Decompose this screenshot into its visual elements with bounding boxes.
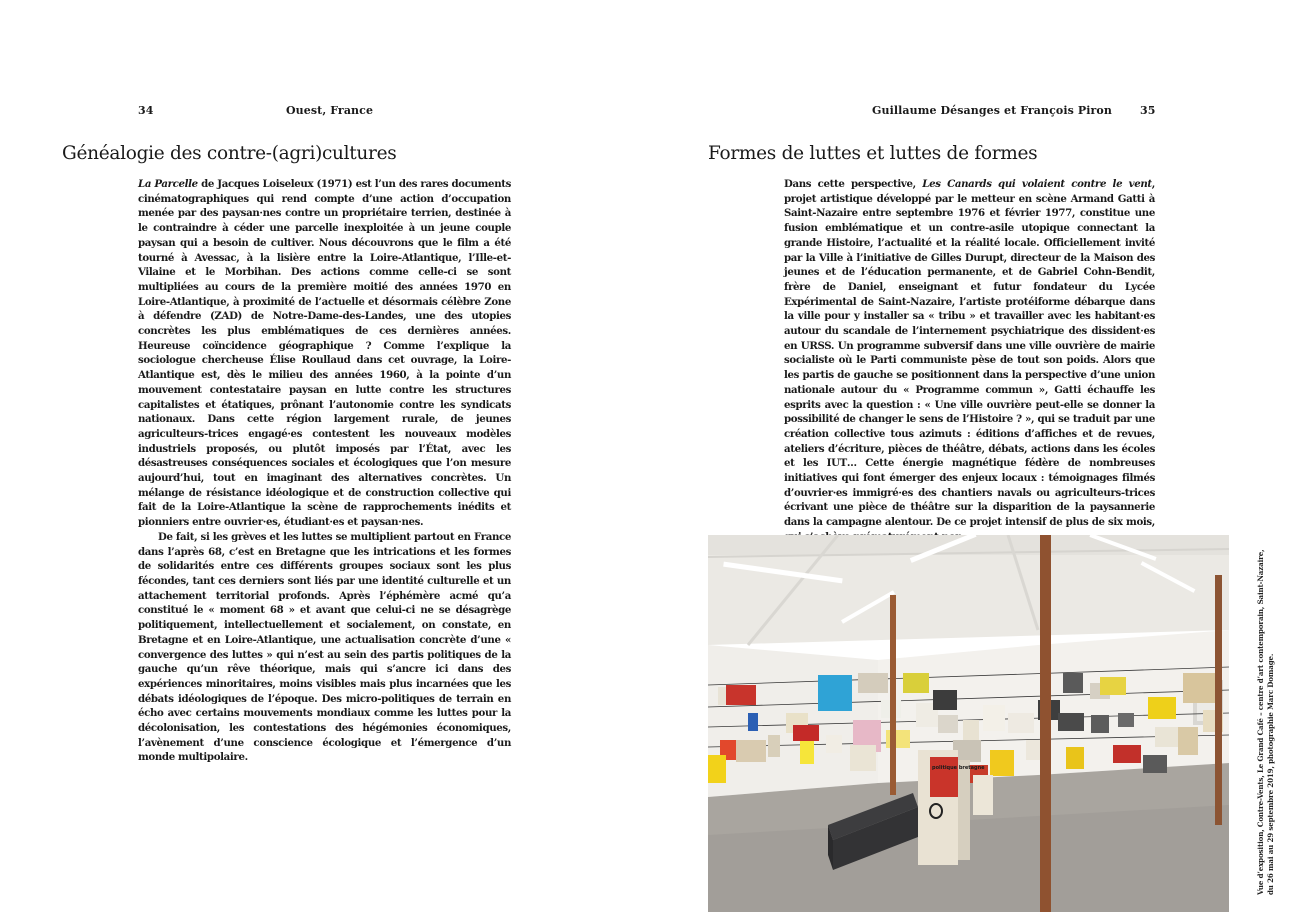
left-page-number: 34: [138, 104, 154, 117]
right-running-head: Guillaume Désanges et François Piron: [872, 104, 1112, 117]
exhibition-photo: [708, 535, 1229, 912]
photo-caption-text: Vue d’exposition, Contre-Vents, Le Grand Café – centre d’art contemporain, Saint-Nazaire, du 26 mai au 29 septembre 2019, photographie Marc Domage.: [1256, 549, 1275, 895]
right-section-title: Formes de luttes et luttes de formes: [708, 143, 1038, 164]
photo-caption: [1256, 540, 1275, 895]
left-paragraph-2-text: De fait, si les grèves et les luttes se multiplient partout en France dans l’après 68, c’est en Bretagne que les intrications et les formes de solidarités entre ces différents groupes sociaux sont les plus fécondes, tant ces derniers sont liés par une identité culturelle et un attachement territorial profonds. Après l’éphémère acmé qu’a constitué le « moment 68 » et avant que celui-ci ne se désagrège politiquement, intellectuellement et socialement, on constate, en Bretagne et en Loire-Atlantique, une actualisation concrète d’une « convergence des luttes » qui n’est au sein des partis politiques de la gauche qu’un rêve théorique, mais qui s’ancre ici dans des expériences minoritaires, moins visibles mais plus incarnées que les débats idéologiques de l’époque. Des micro-politiques de terrain en écho avec certains mouvements mondiaux comme les luttes pour la décolonisation, les contestations des hégémonies économiques, l’avènement d’une conscience écologique et l’émergence d’un monde multipolaire.: [138, 530, 511, 764]
left-paragraph-1-text: de Jacques Loiseleux (1971) est l’un des rares documents cinématographiques qui rend compte d’une action d’occupation menée par des paysan·nes contre un propriétaire terrien, destinée à le contraindre à céder une parcelle inexploitée à un jeune couple paysan qui a besoin de cultiver. Nous découvrons que le film a été tourné à Avessac, à la lisière entre la Loire-Atlantique, l’Ille-et-Vilaine et le Morbihan. Des actions comme celle-ci se sont multipliées au cours de la première moitié des années 1970 en Loire-Atlantique, à proximité de l’actuelle et désormais célèbre Zone à défendre (ZAD) de Notre-Dame-des-Landes, une des utopies concrètes les plus emblématiques de ces dernières années. Heureuse coïncidence géographique ? Comme l’explique la sociologue chercheuse Élise Roullaud dans cet ouvrage, la Loire-Atlantique est, dès le milieu des années 1960, à la pointe d’un mouvement contestataire paysan en lutte contre les structures capitalistes et étatiques, prônant l’autonomie contre les syndicats nationaux. Dans cette région largement rurale, de jeunes agriculteurs-trices engagé·es contestent les nouveaux modèles industriels proposés, ou plutôt imposés par l’État, avec les désastreuses conséquences sociales et écologiques que l’on mesure aujourd’hui, tout en imaginant des alternatives concrètes. Un mélange de résistance idéologique et de construction collective qui fait de la Loire-Atlantique la scène de rapprochements inédits et pionniers entre ouvrier·es, étudiant·es et paysan·nes.: [138, 178, 511, 529]
project-title: Les Canards qui volaient contre le vent: [922, 178, 1152, 190]
left-body-text: [138, 177, 511, 765]
right-body-text: [784, 177, 1155, 545]
right-page-number: 35: [1140, 104, 1156, 117]
film-title: La Parcelle: [138, 178, 198, 190]
left-running-head: Ouest, France: [286, 104, 374, 117]
right-paragraph-lead: Dans cette perspective,: [784, 178, 923, 190]
right-paragraph-text: , projet artistique développé par le metteur en scène Armand Gatti à Saint-Nazaire entre septembre 1976 et février 1977, constitue une fusion emblématique et un contre-asile utopique connectant la grande Histoire, l’actualité et la réalité locale. Officiellement invité par la Ville à l’initiative de Gilles Durupt, directeur de la Maison des jeunes et de l’éducation permanente, et de Gabriel Cohn-Bendit, frère de Daniel, enseignant et futur fondateur du Lycée Expérimental de Saint-Nazaire, l’artiste protéiforme débarque dans la ville pour y installer sa « tribu » et travailler avec les habitant·es autour du scandale de l’internement psychiatrique des dissident·es en URSS. Un programme subversif dans une ville ouvrière de mairie socialiste où le Parti communiste pèse de tout son poids. Alors que les partis de gauche se positionnent dans la perspective d’une union nationale autour du « Programme commun », Gatti échauffe les esprits avec la question : « Une ville ouvrière peut-elle se donner la possibilité de changer le sens de l’Histoire ? », qui se traduit par une création collective tous azimuts : éditions d’affiches et de revues, ateliers d’écriture, pièces de théâtre, débats, actions dans les écoles et les IUT… Cette énergie magnétique fédère de nombreuses initiatives qui font émerger des enjeux locaux : témoignages filmés d’ouvrier·es immigré·es des chantiers navals ou agriculteurs-trices écrivant une pièce de théâtre sur la disparition de la paysannerie dans la campagne alentour. De ce projet intensif de plus de six mois,: [784, 178, 1155, 529]
left-section-title: Généalogie des contre-(agri)cultures: [62, 143, 397, 164]
left-paragraph-2: [138, 530, 511, 765]
right-paragraph: [784, 177, 1155, 545]
photo-poster-text: politique bretagne: [932, 765, 985, 771]
left-paragraph-1: [138, 177, 511, 530]
